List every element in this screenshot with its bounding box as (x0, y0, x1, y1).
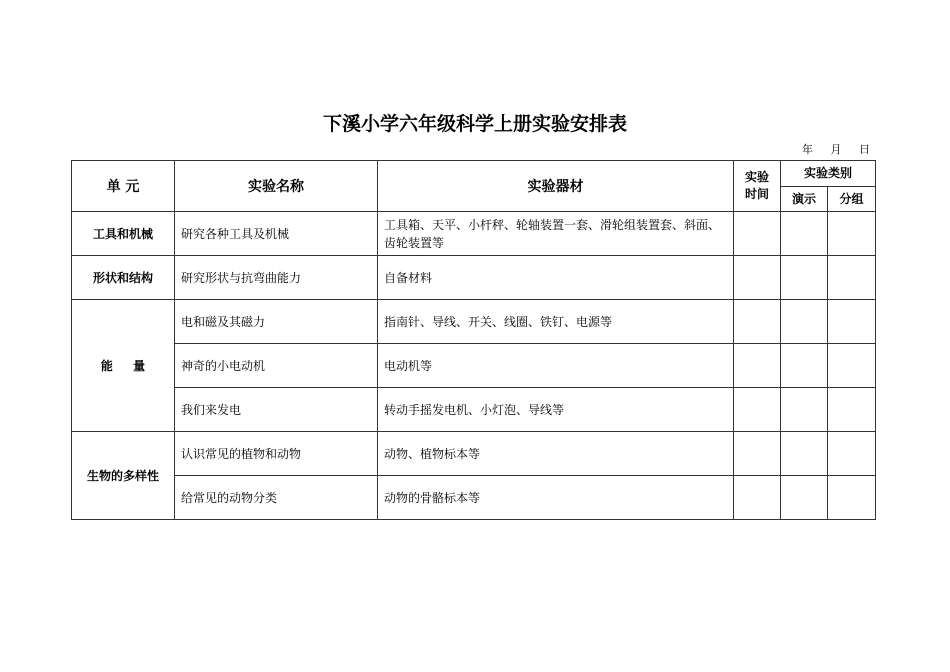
experiment-equipment: 自备材料 (378, 256, 734, 300)
time-cell (734, 476, 781, 520)
group-cell (828, 212, 876, 256)
unit-cell: 工具和机械 (72, 212, 175, 256)
header-category: 实验类别 (781, 161, 876, 187)
date-line (802, 142, 870, 158)
header-time: 实验时间 (734, 161, 781, 212)
table-row (72, 344, 876, 388)
table-row (72, 476, 876, 520)
demo-cell (781, 256, 828, 300)
demo-cell (781, 344, 828, 388)
experiment-name: 给常见的动物分类 (175, 476, 378, 520)
demo-cell (781, 300, 828, 344)
time-cell (734, 388, 781, 432)
experiment-equipment: 转动手摇发电机、小灯泡、导线等 (378, 388, 734, 432)
group-cell (828, 256, 876, 300)
header-group: 分组 (828, 187, 876, 212)
experiment-equipment: 电动机等 (378, 344, 734, 388)
date-day: 日 (859, 143, 870, 156)
experiment-name: 我们来发电 (175, 388, 378, 432)
experiment-name: 神奇的小电动机 (175, 344, 378, 388)
header-name: 实验名称 (175, 161, 378, 212)
unit-cell: 生物的多样性 (72, 432, 175, 520)
demo-cell (781, 476, 828, 520)
unit-cell-label: 能 量 (100, 359, 154, 373)
experiment-name: 电和磁及其磁力 (175, 300, 378, 344)
date-month: 月 (830, 143, 842, 156)
header-unit: 单 元 (72, 161, 175, 212)
experiment-equipment: 工具箱、天平、小杆秤、轮轴装置一套、滑轮组装置套、斜面、齿轮装置等 (378, 212, 734, 256)
demo-cell (781, 212, 828, 256)
experiment-equipment: 动物的骨骼标本等 (378, 476, 734, 520)
experiment-equipment: 动物、植物标本等 (378, 432, 734, 476)
page-title: 下溪小学六年级科学上册实验安排表 (322, 113, 627, 135)
time-cell (734, 344, 781, 388)
date-year: 年 (802, 143, 813, 156)
table-row (72, 256, 876, 300)
experiment-name: 认识常见的植物和动物 (175, 432, 378, 476)
demo-cell (781, 388, 828, 432)
demo-cell (781, 432, 828, 476)
unit-cell (72, 300, 175, 432)
group-cell (828, 476, 876, 520)
table-row (72, 212, 876, 256)
header-equipment: 实验器材 (378, 161, 734, 212)
time-cell (734, 432, 781, 476)
unit-cell: 形状和结构 (72, 256, 175, 300)
time-cell (734, 300, 781, 344)
group-cell (828, 432, 876, 476)
table-row (72, 432, 876, 476)
table-row (72, 388, 876, 432)
table-row (72, 300, 876, 344)
experiment-name: 研究各种工具及机械 (175, 212, 378, 256)
header-demo: 演示 (781, 187, 828, 212)
group-cell (828, 344, 876, 388)
experiment-equipment: 指南针、导线、开关、线圈、铁钉、电源等 (378, 300, 734, 344)
time-cell (734, 256, 781, 300)
group-cell (828, 388, 876, 432)
group-cell (828, 300, 876, 344)
experiment-name: 研究形状与抗弯曲能力 (175, 256, 378, 300)
experiment-table (71, 160, 876, 520)
time-cell (734, 212, 781, 256)
